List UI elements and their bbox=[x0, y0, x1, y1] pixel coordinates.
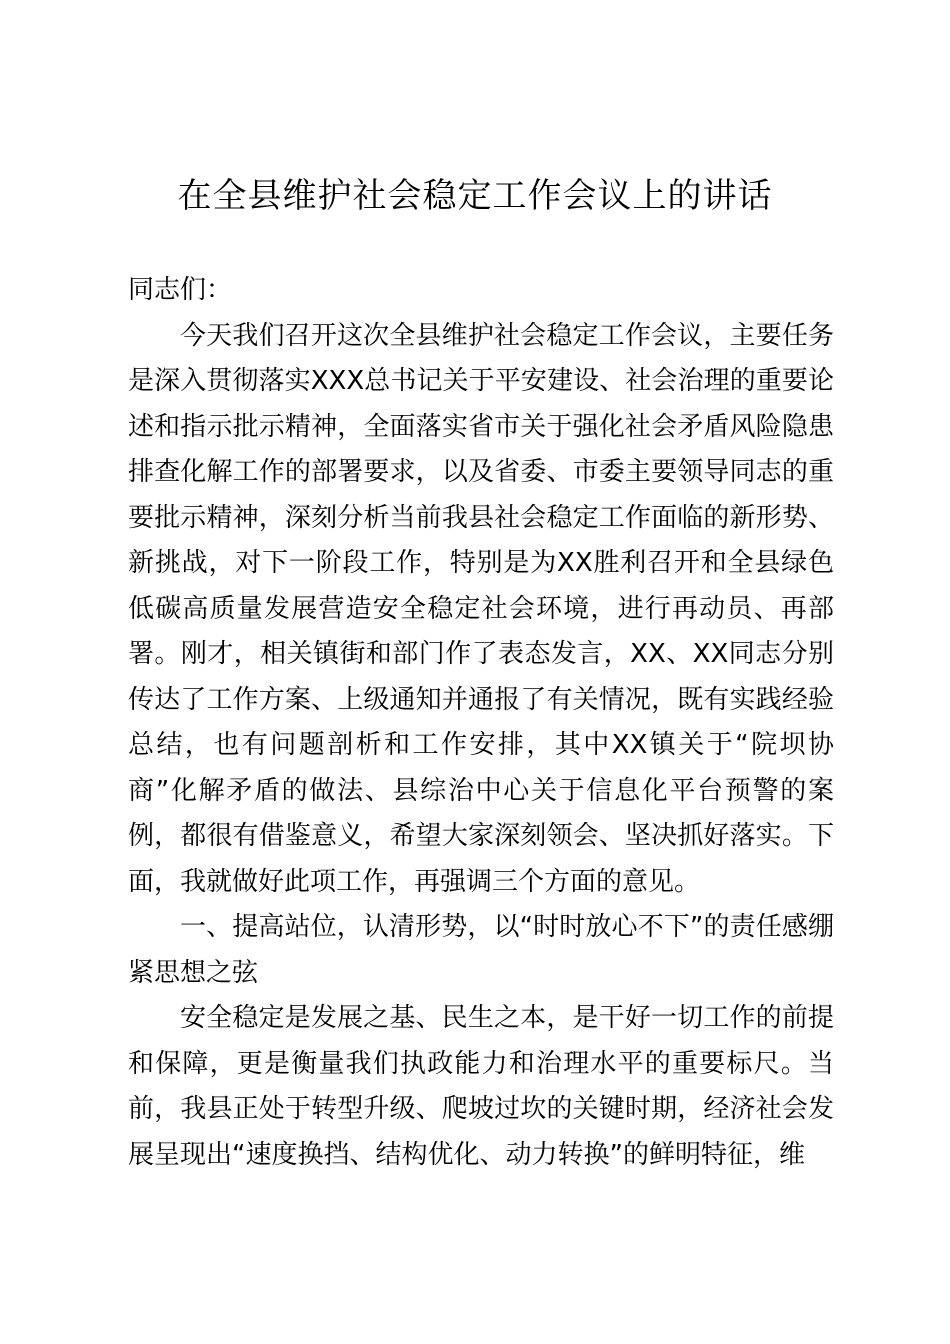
salutation: 同志们： bbox=[128, 275, 233, 305]
document-body bbox=[128, 268, 834, 1178]
section-heading-1: 一、提高站位，认清形势，以“时时放心不下”的责任感绷紧思想之弦 bbox=[128, 912, 834, 988]
paragraph-section-1: 安全稳定是发展之基、民生之本，是干好一切工作的前提和保障，更是衡量我们执政能力和治理水平的重要标尺。当前，我县正处于转型升级、爬坡过坎的关键时期，经济社会发展呈现出“速度换挡、结构优化、动力转换”的鲜明特征，维 bbox=[128, 1003, 834, 1170]
paragraph-intro: 今天我们召开这次全县维护社会稳定工作会议，主要任务是深入贯彻落实XXX总书记关于平安建设、社会治理的重要论述和指示批示精神，全面落实省市关于强化社会矛盾风险隐患排查化解工作的部署要求，以及省委、市委主要领导同志的重要批示精神，深刻分析当前我县社会稳定工作面临的新形势、新挑战，对下一阶段工作，特别是为XX胜利召开和全县绿色低碳高质量发展营造安全稳定社会环境，进行再动员、再部署。刚才，相关镇街和部门作了表态发言，XX、XX同志分别传达了工作方案、上级通知并通报了有关情况，既有实践经验总结，也有问题剖析和工作安排，其中XX镇关于“院坝协商”化解矛盾的做法、县综治中心关于信息化平台预警的案例，都很有借鉴意义，希望大家深刻领会、坚决抓好落实。下面，我就做好此项工作，再强调三个方面的意见。 bbox=[128, 320, 834, 897]
document-title: 在全县维护社会稳定工作会议上的讲话 bbox=[177, 176, 773, 216]
